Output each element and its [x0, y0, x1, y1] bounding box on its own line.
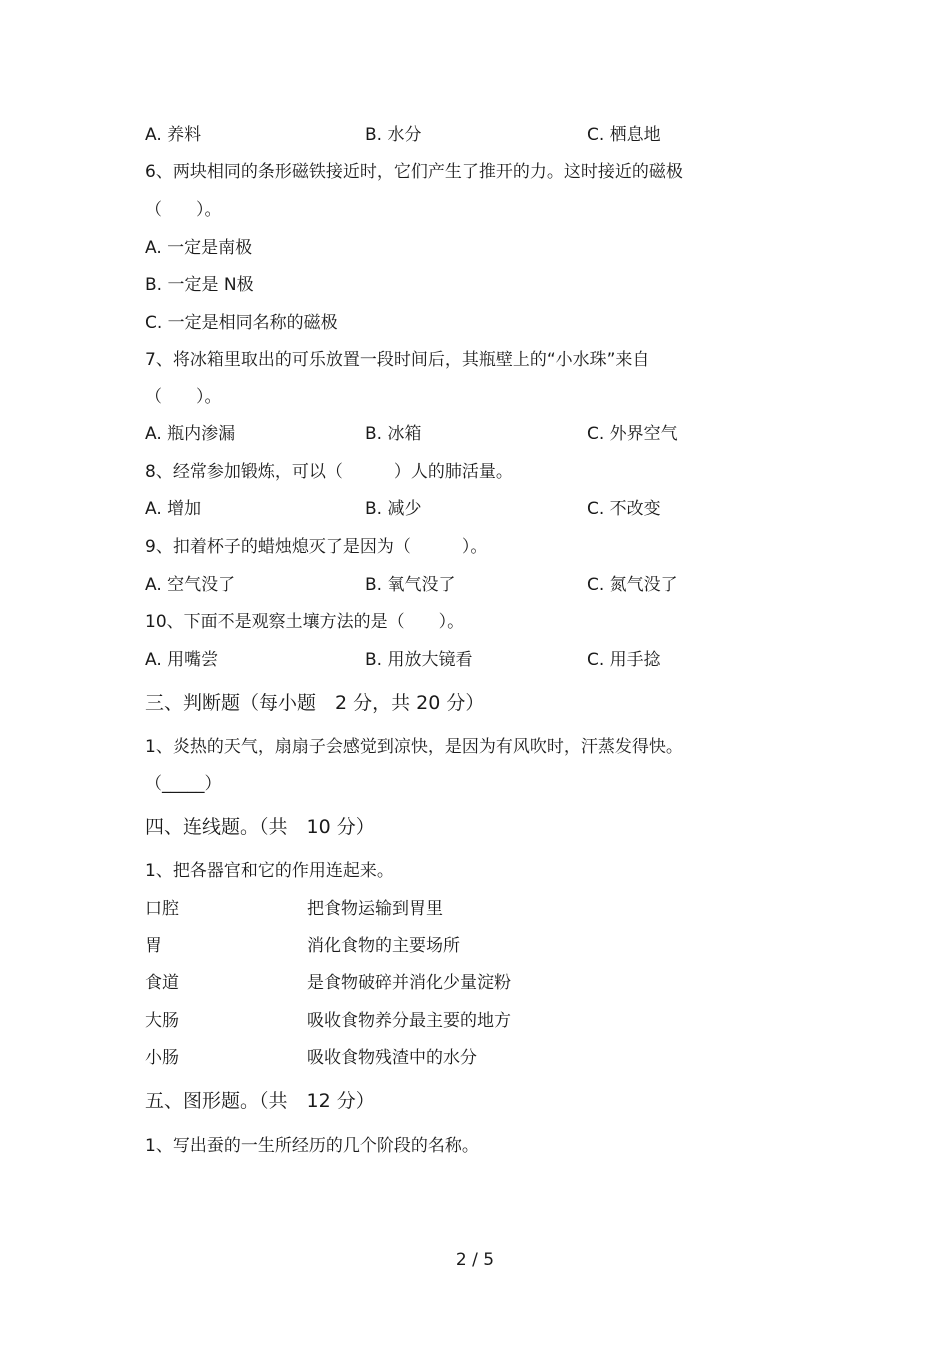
- q10-option-b: B. 用放大镜看: [365, 650, 473, 670]
- q6-blank: （ ）。: [145, 200, 222, 220]
- q9-option-b: B. 氧气没了: [365, 575, 456, 595]
- q5-option-c: C. 栖息地: [587, 125, 661, 145]
- function-item: 吸收食物残渣中的水分: [307, 1048, 477, 1068]
- q6-option-b: B. 一定是 N极: [145, 275, 254, 295]
- q10-stem: 10、下面不是观察土壤方法的是（ ）。: [145, 612, 465, 632]
- q8-stem: 8、经常参加锻炼，可以（ ）人的肺活量。: [145, 462, 513, 482]
- q8-option-c: C. 不改变: [587, 499, 661, 519]
- section-4-heading: 四、连线题。（共 10 分）: [145, 816, 375, 838]
- q7-option-a: A. 瓶内渗漏: [145, 424, 236, 444]
- q6-stem: 6、两块相同的条形磁铁接近时，它们产生了推开的力。这时接近的磁极: [145, 162, 683, 182]
- q8-option-b: B. 减少: [365, 499, 422, 519]
- q7-stem: 7、将冰箱里取出的可乐放置一段时间后，其瓶壁上的“小水珠”来自: [145, 350, 650, 370]
- q7-option-c: C. 外界空气: [587, 424, 678, 444]
- q9-option-c: C. 氮气没了: [587, 575, 678, 595]
- q7-blank: （ ）。: [145, 387, 222, 407]
- page-number: 2 / 5: [455, 1250, 495, 1270]
- organ-item: 大肠: [145, 1011, 179, 1031]
- q5-option-a: A. 养料: [145, 125, 202, 145]
- q10-option-a: A. 用嘴尝: [145, 650, 219, 670]
- q5-option-b: B. 水分: [365, 125, 422, 145]
- q7-option-b: B. 冰箱: [365, 424, 422, 444]
- figure-q1-stem: 1、写出蚕的一生所经历的几个阶段的名称。: [145, 1136, 479, 1156]
- organ-item: 口腔: [145, 899, 179, 919]
- q8-option-a: A. 增加: [145, 499, 202, 519]
- q6-option-c: C. 一定是相同名称的磁极: [145, 313, 338, 333]
- organ-item: 小肠: [145, 1048, 179, 1068]
- function-item: 把食物运输到胃里: [307, 899, 443, 919]
- function-item: 消化食物的主要场所: [307, 936, 460, 956]
- judgement-q1-stem: 1、炎热的天气，扇扇子会感觉到凉快，是因为有风吹时，汗蒸发得快。: [145, 737, 683, 757]
- q6-option-a: A. 一定是南极: [145, 238, 253, 258]
- q10-option-c: C. 用手捻: [587, 650, 661, 670]
- q9-option-a: A. 空气没了: [145, 575, 236, 595]
- q9-stem: 9、扣着杯子的蜡烛熄灭了是因为（ ）。: [145, 537, 488, 557]
- section-3-heading: 三、判断题（每小题 2 分，共 20 分）: [145, 692, 485, 714]
- function-item: 是食物破碎并消化少量淀粉: [307, 973, 511, 993]
- judgement-q1-blank: （_____）: [145, 774, 222, 794]
- function-item: 吸收食物养分最主要的地方: [307, 1011, 511, 1031]
- organ-item: 胃: [145, 936, 162, 956]
- organ-item: 食道: [145, 973, 179, 993]
- matching-q1-stem: 1、把各器官和它的作用连起来。: [145, 861, 394, 881]
- section-5-heading: 五、图形题。（共 12 分）: [145, 1090, 375, 1112]
